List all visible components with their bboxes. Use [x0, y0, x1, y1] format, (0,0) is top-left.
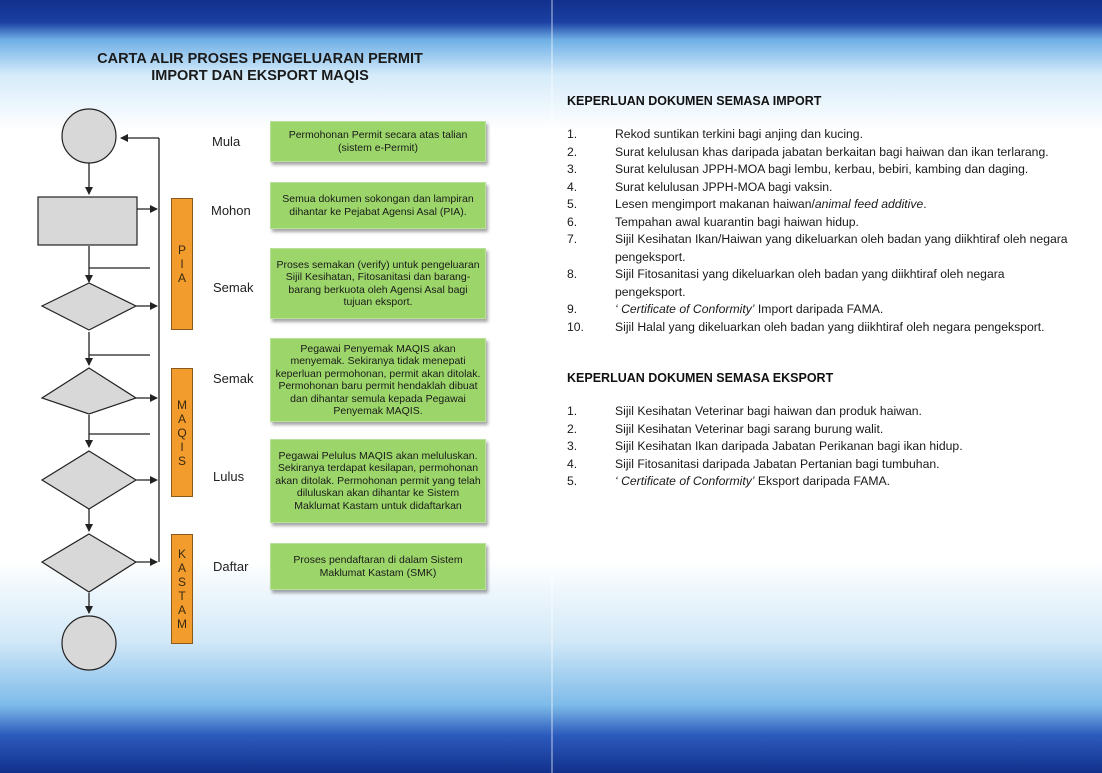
- flowchart-title: CARTA ALIR PROSES PENGELUARAN PERMIT IMPORT DAN EKSPORT MAQIS: [97, 51, 423, 84]
- list-item: [567, 473, 1077, 491]
- plain-text: Sijil Kesihatan Ikan daripada Jabatan Perikanan bagi ikan hidup.: [615, 439, 963, 453]
- step-description-box: Semua dokumen sokongan dan lampiran dihantar ke Pejabat Agensi Asal (PIA).: [270, 182, 486, 229]
- list-item-number: 3.: [567, 439, 578, 453]
- list-item-text: [615, 266, 1077, 301]
- list-item-number: 5.: [567, 474, 578, 488]
- process-box: [38, 197, 137, 245]
- list-item: [567, 126, 1077, 144]
- list-item: [567, 403, 1077, 421]
- plain-text: Sijil Halal yang dikeluarkan oleh badan yang diikhtiraf oleh negara pengeksport.: [615, 319, 1045, 334]
- italic-text: ‘ Certificate of Conformity’: [615, 474, 755, 488]
- step-label-mula: Mula: [212, 134, 241, 149]
- list-item-number: 1.: [567, 404, 578, 418]
- list-item-number: 1.: [567, 127, 578, 141]
- step-label-mohon: Mohon: [211, 203, 251, 218]
- step-description-box: Proses semakan (verify) untuk pengeluaran Sijil Kesihatan, Fitosanitasi dan barang-barang berkuota oleh Agensi Asal bagi tujuan eksport.: [270, 248, 486, 319]
- plain-text: Surat kelulusan JPPH-MOA bagi vaksin.: [615, 179, 833, 194]
- list-item-text: [615, 214, 1077, 232]
- list-item-number: 7.: [567, 232, 578, 246]
- plain-text: Lesen mengimport makanan haiwan/: [615, 197, 815, 211]
- agency-bar-kastam: K A S T A M: [171, 534, 193, 644]
- list-item: [567, 319, 1077, 337]
- plain-text: Tempahan awal kuarantin bagi haiwan hidup.: [615, 214, 859, 229]
- export-section-title: KEPERLUAN DOKUMEN SEMASA EKSPORT: [567, 371, 834, 385]
- plain-text: Sijil Fitosanitasi daripada Jabatan Pertanian bagi tumbuhan.: [615, 456, 940, 471]
- list-item: [567, 266, 1077, 301]
- agency-bar-pia: P I A: [171, 198, 193, 330]
- list-item-text: [615, 161, 1077, 179]
- list-item: [567, 231, 1077, 266]
- list-item-number: 4.: [567, 456, 578, 471]
- list-item-number: 8.: [567, 267, 578, 281]
- plain-text: .: [923, 197, 927, 211]
- agency-bar-maqis: M A Q I S: [171, 368, 193, 497]
- step-description-box: Permohonan Permit secara atas talian (sistem e-Permit): [270, 121, 486, 162]
- import-requirements-list: [567, 126, 1077, 336]
- list-item-text: [615, 144, 1077, 162]
- list-item: [567, 301, 1077, 319]
- list-item: [567, 456, 1077, 474]
- step-label-lulus: Lulus: [213, 469, 245, 484]
- export-requirements-list: [567, 403, 1077, 491]
- decision-diamond: [42, 368, 136, 414]
- list-item-number: 2.: [567, 421, 578, 436]
- list-item: [567, 438, 1077, 456]
- plain-text: Sijil Fitosanitasi yang dikeluarkan oleh badan yang diikhtiraf oleh negara pengeksport.: [615, 267, 1005, 299]
- step-label-semak-maqis: Semak: [213, 371, 254, 386]
- plain-text: Surat kelulusan JPPH-MOA bagi lembu, kerbau, bebiri, kambing dan daging.: [615, 162, 1029, 176]
- plain-text: Surat kelulusan khas daripada jabatan berkaitan bagi haiwan dan ikan terlarang.: [615, 144, 1049, 159]
- decision-diamond: [42, 283, 136, 330]
- list-item: [567, 161, 1077, 179]
- list-item-text: [615, 421, 1077, 439]
- import-section-title: KEPERLUAN DOKUMEN SEMASA IMPORT: [567, 94, 822, 108]
- plain-text: Sijil Kesihatan Veterinar bagi haiwan dan produk haiwan.: [615, 404, 922, 418]
- plain-text: Import daripada FAMA.: [754, 302, 884, 316]
- step-label-semak-pia: Semak: [213, 280, 254, 295]
- italic-text: ‘ Certificate of Conformity’: [615, 302, 755, 316]
- list-item-number: 9.: [567, 302, 578, 316]
- list-item: [567, 179, 1077, 197]
- list-item-text: [615, 126, 1077, 144]
- list-item-text: [615, 403, 1077, 421]
- step-description-box: Proses pendaftaran di dalam Sistem Maklumat Kastam (SMK): [270, 543, 486, 590]
- plain-text: Eksport daripada FAMA.: [754, 474, 891, 488]
- list-item-number: 10.: [567, 319, 584, 334]
- list-item-text: [615, 473, 1077, 491]
- decision-diamond: [42, 534, 136, 592]
- list-item-text: [615, 301, 1077, 319]
- list-item: [567, 214, 1077, 232]
- list-item-number: 4.: [567, 179, 578, 194]
- plain-text: Sijil Kesihatan Ikan/Haiwan yang dikeluarkan oleh badan yang diikhtiraf oleh negara pengeksport.: [615, 232, 1068, 264]
- italic-text: animal feed additive: [814, 197, 924, 211]
- start-terminator: [62, 109, 116, 163]
- list-item-text: [615, 456, 1077, 474]
- end-terminator: [62, 616, 116, 670]
- step-description-box: Pegawai Pelulus MAQIS akan meluluskan. Sekiranya terdapat kesilapan, permohonan akan ditolak. Permohonan permit yang telah diluluskan akan dihantar ke Sistem Maklumat Kastam untuk didaftarkan: [270, 439, 486, 523]
- list-item: [567, 421, 1077, 439]
- list-item-text: [615, 319, 1077, 337]
- list-item-number: 6.: [567, 214, 578, 229]
- step-description-box: Pegawai Penyemak MAQIS akan menyemak. Sekiranya tidak menepati keperluan permohonan, permit akan ditolak. Permohonan baru permit hendaklah dibuat dan dihantar semula kepada Pegawai Penyemak MAQIS.: [270, 338, 486, 422]
- list-item-text: [615, 438, 1077, 456]
- list-item-text: [615, 196, 1077, 214]
- list-item-number: 5.: [567, 197, 578, 211]
- list-item: [567, 196, 1077, 214]
- plain-text: Sijil Kesihatan Veterinar bagi sarang burung walit.: [615, 421, 884, 436]
- list-item-text: [615, 231, 1077, 266]
- list-item: [567, 144, 1077, 162]
- list-item-number: 3.: [567, 162, 578, 176]
- list-item-text: [615, 179, 1077, 197]
- decision-diamond: [42, 451, 136, 509]
- step-label-daftar: Daftar: [213, 559, 249, 574]
- list-item-number: 2.: [567, 144, 578, 159]
- plain-text: Rekod suntikan terkini bagi anjing dan kucing.: [615, 127, 863, 141]
